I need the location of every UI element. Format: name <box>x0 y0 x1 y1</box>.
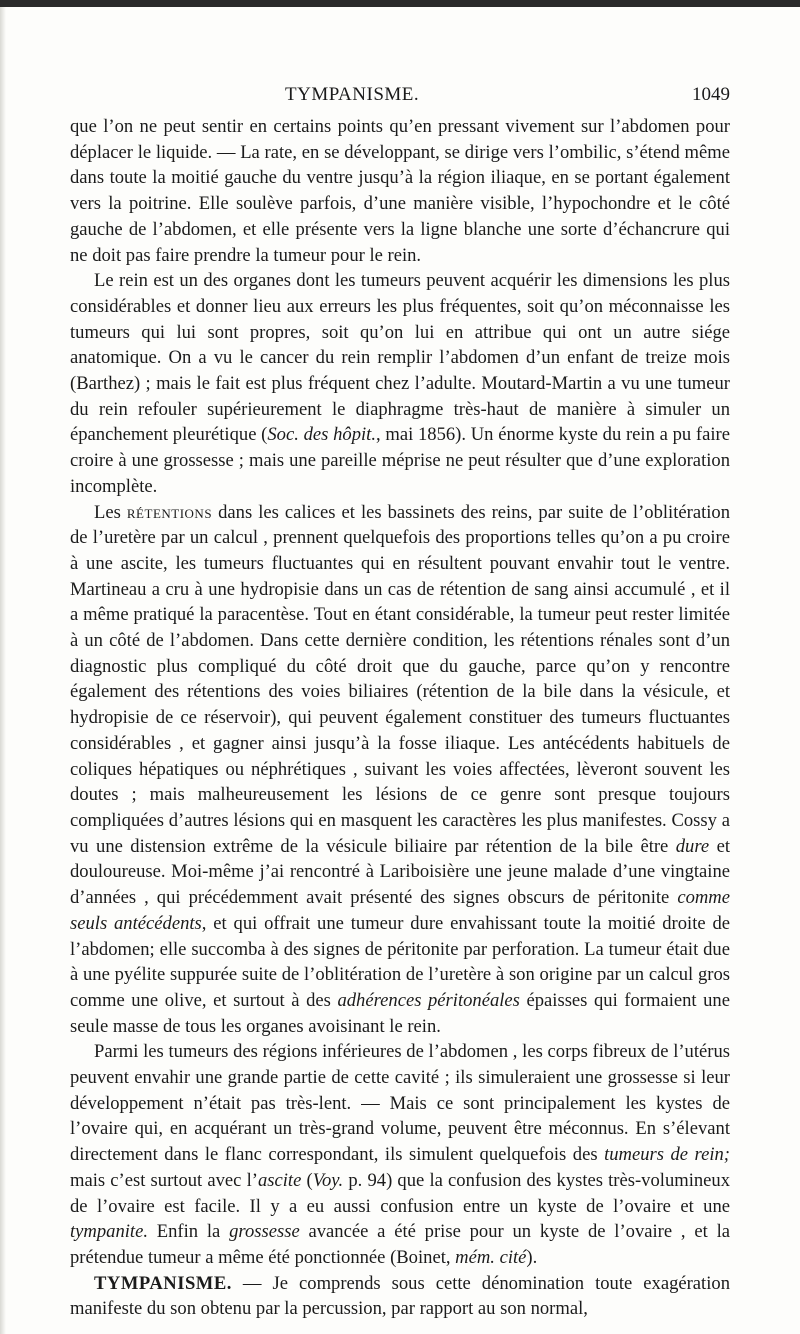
paragraph-spleen <box>70 114 730 268</box>
paragraph-retentions <box>70 500 730 1040</box>
section-heading: TYMPANISME. <box>94 1272 232 1294</box>
page-edge-shadow <box>0 7 6 1334</box>
text-run: , mai 1856). Un énorme kyste du rein a pu faire croire à une grossesse ; mais une pareille méprise ne peut résulter que d’une exploration incomplète. <box>70 424 730 497</box>
italic-citation: mém. cité <box>455 1246 527 1268</box>
text-run: épaisses qui formaient une seule masse de tous les organes avoisinant le rein. <box>70 989 730 1037</box>
text-run: — Je comprends sous cette dénomination toute exagération manifeste du son obtenu par la percussion, par rapport au son normal, <box>70 1272 730 1320</box>
text-run: Parmi les tumeurs des régions inférieures de l’abdomen , les corps fibreux de l’utérus peuvent envahir une grande partie de cette cavité ; ils simuleraient une grossesse si leur développement n’était pas très-lent. — Mais ce sont principalement les kystes de l’ovaire qui, en acquérant un très-grand volume, peuvent être méconnus. En s’élevant directement dans le flanc correspondant, ils simulent quelquefois des <box>70 1041 730 1166</box>
text-run: que l’on ne peut sentir en certains points qu’en pressant vivement sur l’abdomen pour déplacer le liquide. — La rate, en se développant, se dirige vers l’ombilic, s’étend même dans toute la moitié gauche du ventre jusqu’à la région iliaque, en se portant également vers la poitrine. Elle soulève parfois, d’une manière visible, l’hypochondre et le côté gauche de l’abdomen, et elle présente vers la ligne blanche une sorte d’échancrure qui ne doit pas faire prendre la tumeur pour le rein. <box>70 116 730 266</box>
italic-citation: Soc. des hôpit. <box>267 424 376 446</box>
italic-term: dure <box>675 835 710 857</box>
paragraph-lower-tumors <box>70 1039 730 1270</box>
italic-term: ascite <box>257 1169 302 1191</box>
page-header <box>70 84 730 108</box>
italic-term: tumeurs de rein; <box>604 1144 731 1166</box>
top-border <box>0 0 800 7</box>
italic-term: Voy. <box>312 1169 344 1191</box>
body-text <box>70 114 730 1322</box>
text-run: , et qui offrait une tumeur dure envahissant toute la moitié droite de l’abdomen; elle succomba à des signes de péritonite par perforation. La tumeur était due à une pyélite suppurée suite de l’oblitération de l’uretère à son origine par un calcul gros comme une olive, et surtout à des <box>70 912 731 1011</box>
italic-term: grossesse <box>229 1221 300 1243</box>
page-number: 1049 <box>692 84 730 105</box>
paragraph-kidney <box>70 268 730 499</box>
text-run: dans les calices et les bassinets des reins, par suite de l’oblitération de l’uretère par un calcul , prennent quelquefois des proportions telles qu’on a pu croire à une ascite, les tumeurs fluctuantes qui en résultent pouvant envahir tout le ventre. Martineau a cru à une hydropisie dans un cas de rétention de sang ainsi accumulé , et il a même pratiqué la paracentèse. Tout en étant considérable, la tumeur peut rester limitée à un côté de l’abdomen. Dans cette dernière condition, les rétentions rénales sont d’un diagnostic plus compliqué du côté droit que du gauche, parce qu’on y rencontre également des rétentions des voies biliaires (rétention de la bile dans la vésicule, et hydropisie de ce réservoir), qui peuvent également constituer des tumeurs fluctuantes considérables , et gagner ainsi jusqu’à la fosse iliaque. Les antécédents habituels de coliques hépatiques ou néphrétiques , suivant les voies affectées, lèveront souvent les doutes ; mais malheureusement les lésions de ce genre sont presque toujours compliquées d’autres lésions qui en masquent les caractères les plus manifestes. Cossy a vu une distension extrême de la vésicule biliaire par rétention de la bile être <box>70 501 731 857</box>
smallcaps-term: rétentions <box>126 501 213 523</box>
text-run: et douloureuse. Moi-même j’ai rencontré à Lariboisière une jeune malade d’une vingtaine d’années , qui précédemment avait présenté des signes obscurs de péritonite <box>70 835 730 909</box>
text-run: avancée a été prise pour un kyste de l’ovaire , et la prétendue tumeur a même été ponctionnée (Boinet, <box>70 1221 730 1268</box>
italic-term: adhérences péritonéales <box>337 989 520 1011</box>
italic-term: comme seuls antécédents <box>70 887 730 934</box>
text-run: ). <box>526 1246 538 1268</box>
text-run: ( <box>301 1169 313 1191</box>
text-run: p. 94) que la confusion des kystes très-volumineux de l’ovaire est facile. Il y a eu aussi confusion entre un kyste de l’ovaire et une <box>70 1169 731 1217</box>
text-run: Les <box>94 501 127 523</box>
text-run: Le rein est un des organes dont les tumeurs peuvent acquérir les dimensions les plus considérables et donner lieu aux erreurs les plus fréquentes, soit qu’on méconnaisse les tumeurs qui lui sont propres, soit qu’on lui en attribue qui ont un autre siége anatomique. On a vu le cancer du rein remplir l’abdomen d’un enfant de treize mois (Barthez) ; mais le fait est plus fréquent chez l’adulte. Moutard-Martin a vu une tumeur du rein refouler supérieurement le diaphragme très-haut de manière à simuler un épanchement pleurétique ( <box>70 270 730 446</box>
text-run: mais c’est surtout avec l’ <box>70 1169 258 1191</box>
text-run: Enfin la <box>147 1221 230 1243</box>
paragraph-tympanisme <box>70 1271 730 1322</box>
running-title: TYMPANISME. <box>285 84 420 105</box>
italic-term: tympanite. <box>70 1221 148 1243</box>
